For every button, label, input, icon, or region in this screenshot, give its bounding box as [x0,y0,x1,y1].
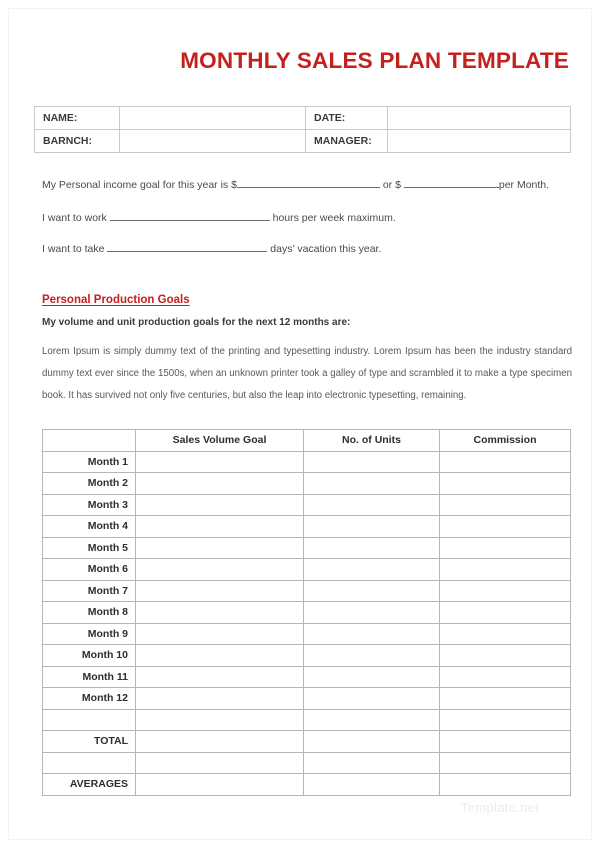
income-goal-yearly-input[interactable] [237,177,380,188]
production-goals-table [42,429,571,796]
cell-no-of-units[interactable] [304,537,440,559]
income-goal-monthly-input[interactable] [404,177,499,188]
table-row [43,602,571,624]
cell-commission[interactable] [440,516,571,538]
watermark: Template.net [461,800,540,815]
table-row [43,580,571,602]
cell-sales-volume-goal[interactable] [136,731,304,753]
cell-commission[interactable] [440,731,571,753]
name-field[interactable] [120,107,306,130]
cell-sales-volume-goal[interactable] [136,559,304,581]
cell-no-of-units[interactable] [304,602,440,624]
cell-sales-volume-goal[interactable] [136,774,304,796]
row-label: Month 10 [43,645,136,667]
table-row [43,709,571,731]
table-row [43,688,571,710]
column-header-sales-volume-goal: Sales Volume Goal [136,430,304,452]
vacation-days-text-end: days’ vacation this year. [267,243,382,255]
work-hours-input[interactable] [110,210,270,221]
table-row [43,774,571,796]
cell-no-of-units[interactable] [304,774,440,796]
cell-no-of-units[interactable] [304,559,440,581]
row-label: Month 5 [43,537,136,559]
row-label: Month 12 [43,688,136,710]
table-row [43,623,571,645]
income-goal-text-start: My Personal income goal for this year is $ [42,179,237,191]
cell-no-of-units[interactable] [304,645,440,667]
section-subheading: My volume and unit production goals for the next 12 months are: [42,317,351,328]
section-body-text: Lorem Ipsum is simply dummy text of the printing and typesetting industry. Lorem Ipsum has been the industry standard dummy text ever since the 1500s, when an unknown printer took a galley of type and scrambled it to make a type specimen book. It has survived not only five centuries, but also the leap into electronic typesetting, remaining. [42,346,572,401]
cell-commission[interactable] [440,580,571,602]
row-label: Month 11 [43,666,136,688]
cell-commission[interactable] [440,602,571,624]
branch-label: BARNCH: [35,130,120,153]
table-row [43,494,571,516]
cell-sales-volume-goal[interactable] [136,537,304,559]
vacation-days-input[interactable] [107,241,267,252]
cell-commission[interactable] [440,709,571,731]
work-hours-statement [42,210,396,224]
cell-no-of-units[interactable] [304,451,440,473]
table-row [43,731,571,753]
row-label: Month 2 [43,473,136,495]
work-hours-text-end: hours per week maximum. [269,212,396,224]
row-label: AVERAGES [43,774,136,796]
cell-commission[interactable] [440,559,571,581]
income-goal-text-end: per Month. [498,179,550,191]
column-header-blank [43,430,136,452]
cell-no-of-units[interactable] [304,623,440,645]
work-hours-text-start: I want to work [42,212,110,224]
cell-sales-volume-goal[interactable] [136,580,304,602]
cell-sales-volume-goal[interactable] [136,516,304,538]
cell-sales-volume-goal[interactable] [136,666,304,688]
cell-no-of-units[interactable] [304,580,440,602]
table-row [43,752,571,774]
table-row [43,451,571,473]
cell-commission[interactable] [440,494,571,516]
page-title: MONTHLY SALES PLAN TEMPLATE [180,48,569,73]
cell-no-of-units[interactable] [304,494,440,516]
row-label: Month 1 [43,451,136,473]
branch-field[interactable] [120,130,306,153]
table-row [43,516,571,538]
cell-sales-volume-goal[interactable] [136,752,304,774]
vacation-days-text-start: I want to take [42,243,108,255]
cell-sales-volume-goal[interactable] [136,602,304,624]
row-label: Month 7 [43,580,136,602]
cell-sales-volume-goal[interactable] [136,688,304,710]
cell-no-of-units[interactable] [304,666,440,688]
cell-commission[interactable] [440,666,571,688]
row-label: Month 4 [43,516,136,538]
vacation-days-statement [42,241,381,255]
row-label: TOTAL [43,731,136,753]
cell-commission[interactable] [440,688,571,710]
cell-sales-volume-goal[interactable] [136,451,304,473]
row-label: Month 8 [43,602,136,624]
cell-commission[interactable] [440,645,571,667]
manager-field[interactable] [388,130,571,153]
row-label: Month 6 [43,559,136,581]
cell-commission[interactable] [440,537,571,559]
table-row [43,537,571,559]
table-row [35,130,571,153]
cell-no-of-units[interactable] [304,752,440,774]
cell-commission[interactable] [440,623,571,645]
income-goal-text-mid: or $ [379,179,404,191]
cell-commission[interactable] [440,451,571,473]
table-row [43,645,571,667]
date-field[interactable] [388,107,571,130]
column-header-no-of-units: No. of Units [304,430,440,452]
date-label: DATE: [306,107,388,130]
cell-no-of-units[interactable] [304,473,440,495]
table-header-row [43,430,571,452]
column-header-commission: Commission [440,430,571,452]
document-page [8,8,592,840]
cell-commission[interactable] [440,473,571,495]
cell-no-of-units[interactable] [304,516,440,538]
cell-sales-volume-goal[interactable] [136,709,304,731]
table-row [43,559,571,581]
row-label: Month 3 [43,494,136,516]
row-label [43,709,136,731]
income-goal-statement [42,177,549,191]
table-row [43,666,571,688]
cell-no-of-units[interactable] [304,688,440,710]
table-row [35,107,571,130]
section-heading: Personal Production Goals [42,294,190,306]
table-row [43,473,571,495]
cell-no-of-units[interactable] [304,731,440,753]
cell-sales-volume-goal[interactable] [136,645,304,667]
row-label: Month 9 [43,623,136,645]
cell-sales-volume-goal[interactable] [136,473,304,495]
row-label [43,752,136,774]
cell-commission[interactable] [440,774,571,796]
manager-label: MANAGER: [306,130,388,153]
cell-commission[interactable] [440,752,571,774]
name-label: NAME: [35,107,120,130]
cell-sales-volume-goal[interactable] [136,623,304,645]
info-form-table [34,106,571,153]
cell-no-of-units[interactable] [304,709,440,731]
cell-sales-volume-goal[interactable] [136,494,304,516]
